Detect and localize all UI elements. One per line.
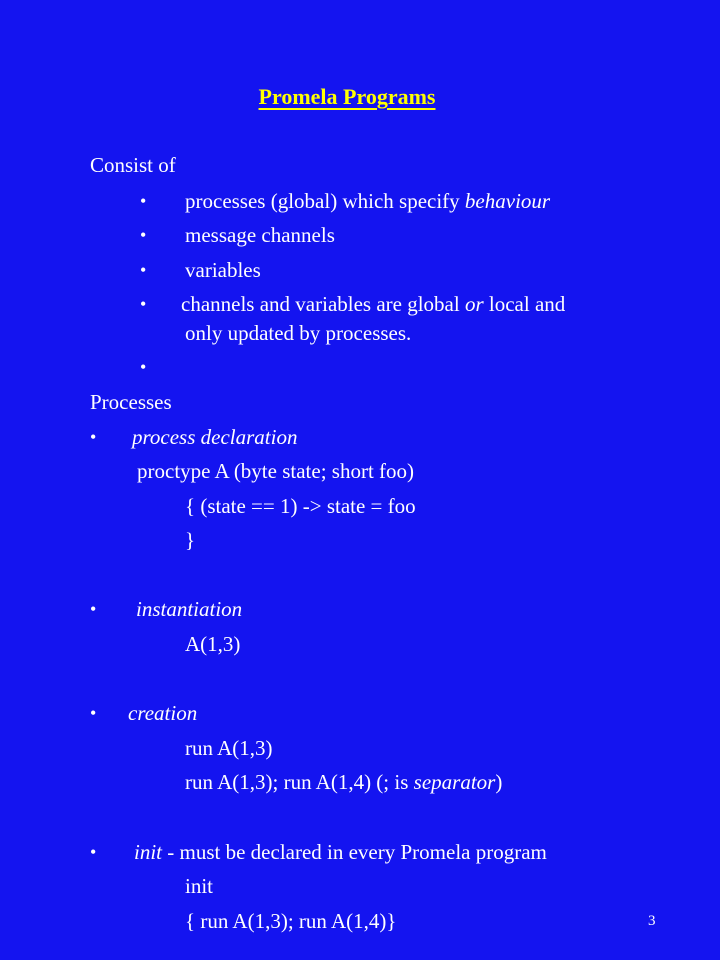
init-description: - must be declared in every Promela program: [162, 840, 547, 864]
bullet-dot: •: [90, 599, 97, 619]
init-line: [134, 839, 547, 865]
bullet-dot: •: [140, 191, 147, 211]
init-body-code: { run A(1,3); run A(1,4)}: [185, 909, 397, 933]
behaviour-text: behaviour: [464, 189, 551, 213]
page-number: 3: [648, 913, 656, 929]
proc-close-brace: }: [185, 528, 196, 552]
creation: creation: [128, 701, 198, 725]
bullet-dot: •: [90, 427, 97, 447]
run-example-2: [185, 769, 502, 795]
run-example-1: run A(1,3): [185, 736, 273, 760]
bullet-channels: message channels: [185, 223, 335, 247]
global-text: channels and variables are global: [181, 292, 465, 316]
init-keyword: init: [185, 874, 214, 898]
or-text: or: [464, 292, 484, 316]
process-declaration: process declaration: [132, 425, 298, 449]
separator-text: separator: [413, 770, 496, 794]
proc-body-code: { (state == 1) -> state = foo: [185, 494, 416, 518]
bullet-dot: •: [140, 225, 147, 245]
bullet-global-line2: only updated by processes.: [185, 321, 412, 345]
bullet-variables: variables: [185, 258, 261, 282]
bullet-dot: •: [90, 842, 97, 862]
bullet-dot: •: [90, 703, 97, 723]
processes-heading: Processes: [90, 390, 172, 414]
bullet-dot: •: [140, 294, 147, 314]
bullet-global: [181, 291, 565, 317]
bullet-dot-empty: •: [140, 357, 147, 377]
instantiation: instantiation: [136, 597, 243, 621]
processes-text: processes (global) which specify: [185, 189, 465, 213]
consist-of-text: Consist of: [90, 153, 176, 177]
run2-text: run A(1,3); run A(1,4) (; is: [185, 770, 414, 794]
bullet-processes: [185, 188, 550, 214]
proctype-code: proctype A (byte state; short foo): [137, 459, 415, 483]
bullet-dot: •: [140, 260, 147, 280]
global-post-text: local and: [483, 292, 566, 316]
run2-close: ): [495, 770, 503, 794]
init-keyword-italic: init: [134, 840, 163, 864]
instantiation-example: A(1,3): [185, 632, 241, 656]
slide-title: Promela Programs: [258, 84, 436, 109]
